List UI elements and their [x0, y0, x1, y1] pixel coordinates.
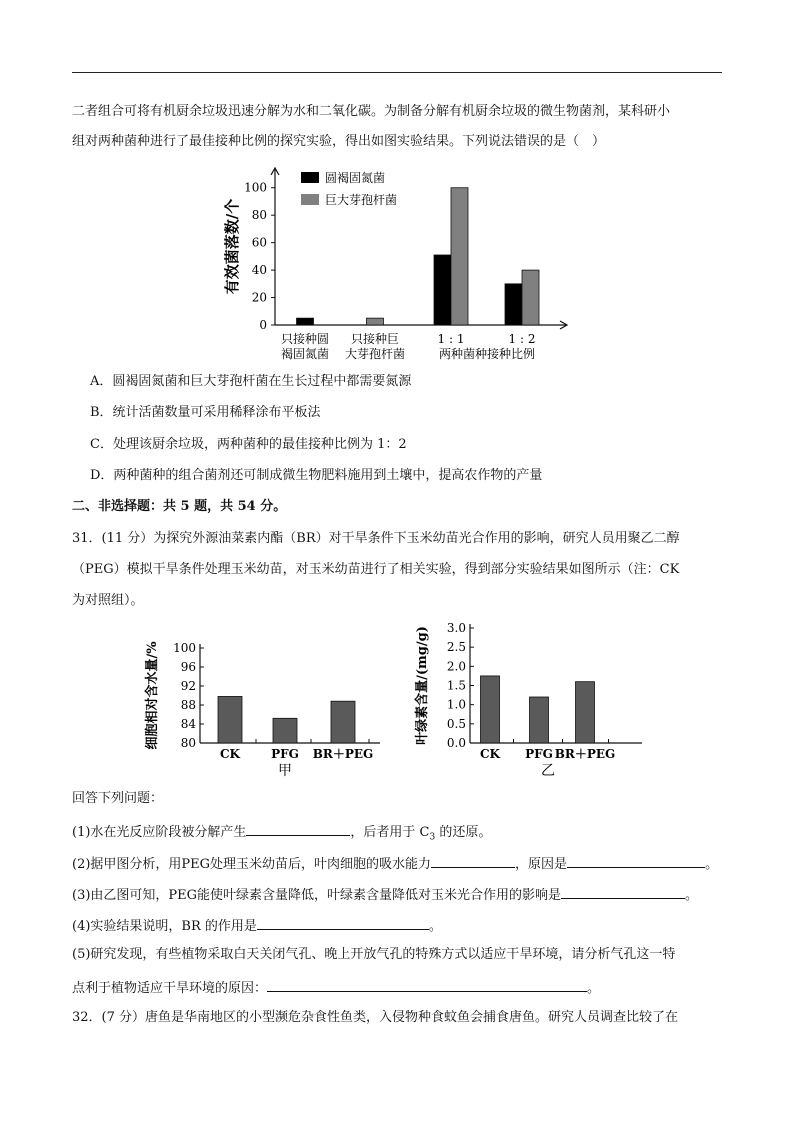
q31-line-2: （PEG）模拟干旱条件处理玉米幼苗，对玉米幼苗进行了相关实验，得到部分实验结果如图所示（注：CK: [72, 562, 680, 577]
bar: [367, 318, 384, 325]
q31-sub-2-text-c: 。: [705, 857, 719, 872]
q31-sub-5-line-1: (5)研究发现，有些植物采取白天关闭气孔、晚上开放气孔的特殊方式以适应干旱环境，请分析气孔这一特: [72, 947, 676, 962]
intro-line-1: 二者组合可将有机厨余垃圾迅速分解为水和二氧化碳。为制备分解有机厨余垃圾的微生物菌剂，某科研小: [72, 104, 671, 119]
x-category-label: 褐固氮菌: [280, 347, 330, 361]
q31-sub-2-text-b: ，原因是: [515, 857, 568, 872]
y-tick-label: 96: [180, 660, 196, 674]
y-axis-label: 有效菌落数/个: [223, 198, 241, 295]
bar: [530, 697, 549, 743]
bar: [481, 676, 500, 743]
q31-sub-5-text-c: 。: [587, 981, 601, 996]
bar: [576, 682, 595, 743]
q31-sub-5-text-b: 点利于植物适应干旱环境的原因：: [72, 981, 268, 996]
y-tick-label: 0.5: [446, 716, 466, 731]
y-tick-label: 1.5: [446, 678, 466, 693]
option-c: C．处理该厨余垃圾，两种菌种的最佳接种比例为 1：2: [90, 437, 407, 452]
header-rule: [72, 72, 722, 73]
q31-sub-4: [72, 915, 442, 936]
answer-blank-3[interactable]: [561, 884, 685, 899]
q31-sub-1-text-c: 的还原。: [435, 825, 492, 840]
y-tick-label: 60: [251, 235, 267, 250]
q31-sub-3-text-b: 。: [685, 888, 699, 903]
answer-prompt: 回答下列问题：: [72, 791, 164, 806]
q31-sub-3: [72, 884, 698, 905]
x-category-label: BR＋PEG: [312, 747, 374, 761]
colony-count-chart: [215, 160, 585, 370]
option-a: A．圆褐固氮菌和巨大芽孢杆菌在生长过程中都需要氮源: [90, 374, 412, 389]
q31-sub-4-text-b: 。: [428, 919, 442, 934]
q31-sub-3-text-a: (3)由乙图可知，PEG能使叶绿素含量降低，叶绿素含量降低对玉米光合作用的影响是: [72, 888, 562, 903]
y-tick-label: 1.0: [446, 697, 466, 712]
y-tick-label: 40: [251, 263, 267, 278]
bar: [434, 255, 451, 325]
q31-sub-1-subscript: 3: [429, 832, 436, 843]
y-tick-label: 2.5: [446, 640, 466, 655]
y-tick-label: 100: [244, 180, 267, 195]
y-axis-label: 细胞相对含水量/%: [145, 641, 160, 750]
bar: [505, 284, 522, 325]
y-tick-label: 2.0: [446, 659, 466, 674]
bar: [218, 696, 242, 743]
answer-blank-4[interactable]: [257, 915, 429, 930]
q31-line-3: 为对照组）。: [72, 593, 144, 608]
legend-swatch: [301, 172, 319, 183]
q32-line-1: 32．(7 分）唐鱼是华南地区的小型濒危杂食性鱼类，入侵物种食蚊鱼会捕食唐鱼。研究人员调查比较了在: [72, 1010, 679, 1025]
x-category-label: PFG: [525, 747, 553, 761]
x-category-label: CK: [220, 747, 240, 761]
chlorophyll-chart: [410, 615, 660, 785]
answer-blank-1[interactable]: [246, 821, 350, 836]
q31-sub-1-text-a: (1)水在光反应阶段被分解产生: [72, 825, 247, 840]
q31-sub-2: [72, 853, 718, 874]
y-axis-label: 叶绿素含量/(mg/g): [415, 626, 430, 745]
bar: [297, 318, 314, 325]
chart-caption: 乙: [541, 763, 555, 779]
y-tick-label: 80: [251, 208, 267, 223]
legend-swatch: [301, 194, 319, 205]
x-category-label: 只接种巨: [350, 332, 400, 346]
x-category-label: 只接种圆: [280, 332, 330, 346]
legend-label: 圆褐固氮菌: [325, 171, 386, 185]
q31-sub-4-text-a: (4)实验结果说明，BR 的作用是: [72, 919, 257, 934]
answer-blank-2a[interactable]: [431, 853, 515, 868]
y-tick-label: 0: [259, 318, 267, 332]
x-category-label: 1 : 2: [508, 332, 536, 346]
y-tick-label: 80: [180, 736, 196, 750]
water-content-chart: [140, 628, 400, 788]
y-tick-label: 100: [173, 641, 196, 655]
q31-sub-5-line-2: [72, 977, 600, 998]
y-tick-label: 20: [251, 290, 267, 305]
q31-sub-1: [72, 821, 491, 847]
y-tick-label: 88: [180, 698, 196, 712]
x-category-label: BR＋PEG: [554, 747, 616, 761]
y-tick-label: 92: [180, 679, 196, 693]
legend-label: 巨大芽孢杆菌: [325, 193, 398, 207]
option-d: D．两种菌种的组合菌剂还可制成微生物肥料施用到土壤中，提高农作物的产量: [90, 468, 543, 483]
y-tick-label: 0.0: [446, 736, 466, 750]
y-tick-label: 84: [180, 717, 196, 731]
q31-line-1: 31．(11 分）为探究外源油菜素内酯（BR）对干旱条件下玉米幼苗光合作用的影响，研究人员用聚乙二醇: [72, 531, 680, 546]
x-category-label: 大芽孢杆菌: [344, 347, 406, 361]
q31-sub-1-text-b: ，后者用于 C: [350, 825, 430, 840]
q31-sub-2-text-a: (2)据甲图分析，用PEG处理玉米幼苗后，叶肉细胞的吸水能力: [72, 857, 432, 872]
chart-caption: 甲: [278, 763, 292, 779]
section-2-heading: 二、非选择题：共 5 题，共 54 分。: [72, 499, 287, 514]
answer-blank-2b[interactable]: [567, 853, 705, 868]
answer-blank-5[interactable]: [267, 977, 587, 992]
bar: [273, 718, 297, 743]
y-tick-label: 3.0: [446, 621, 466, 635]
bar: [522, 270, 539, 325]
bar: [451, 188, 468, 325]
x-category-label: CK: [480, 747, 500, 761]
x-category-label: 1 : 1: [437, 332, 465, 346]
intro-line-2: 组对两种菌种进行了最佳接种比例的探究实验，得出如图实验结果。下列说法错误的是（ ）: [72, 134, 606, 149]
bar: [331, 701, 355, 743]
x-group-label: 两种菌种接种比例: [438, 347, 536, 361]
option-b: B．统计活菌数量可采用稀释涂布平板法: [90, 405, 321, 420]
x-category-label: PFG: [271, 747, 299, 761]
